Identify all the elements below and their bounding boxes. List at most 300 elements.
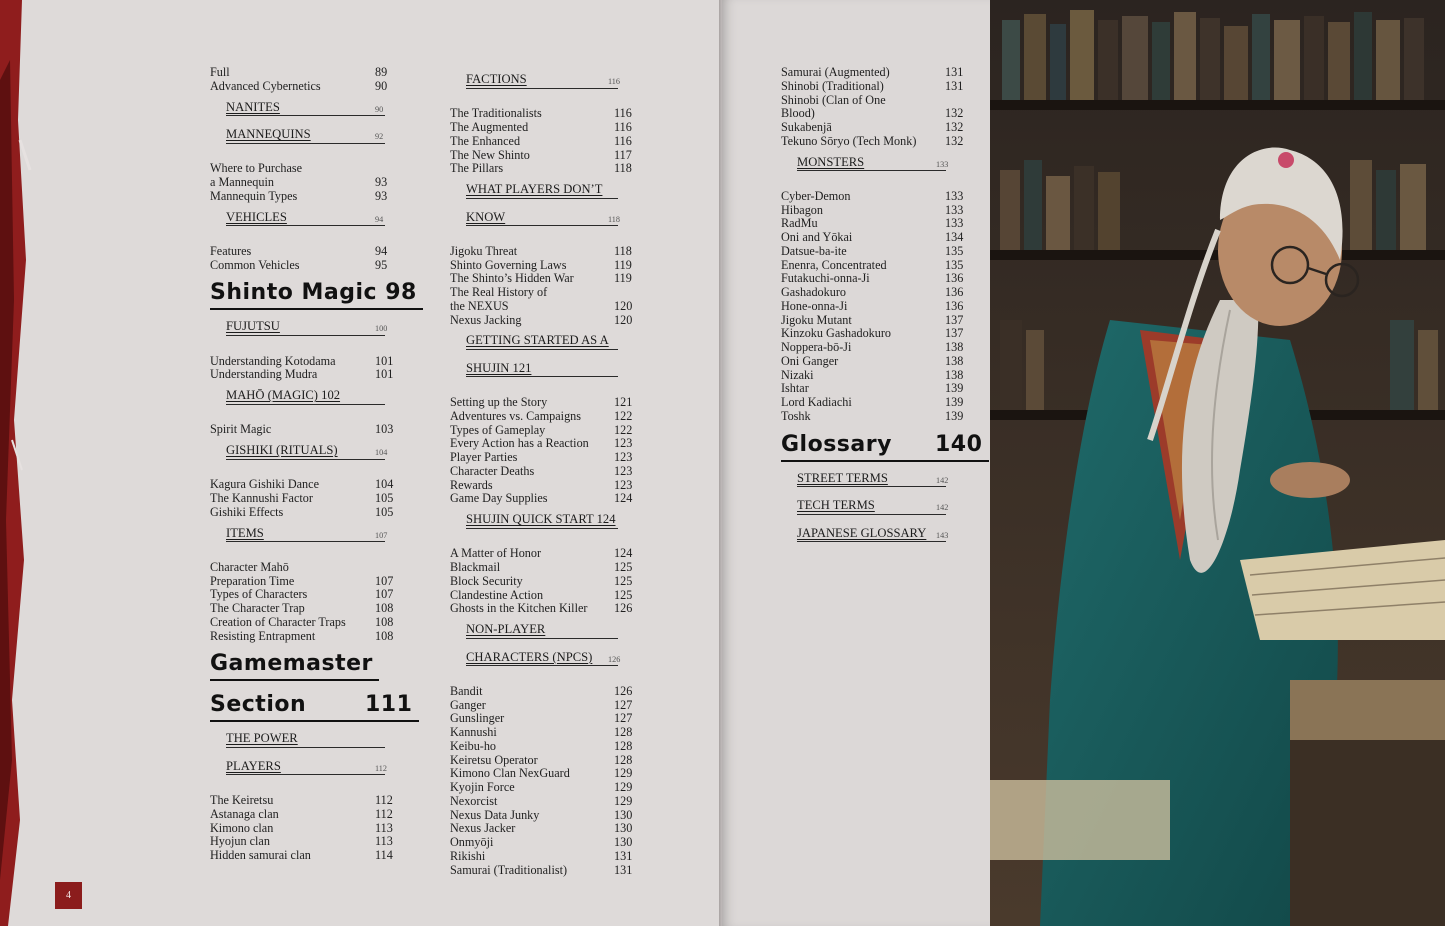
toc-entry-page: 122 xyxy=(614,408,633,423)
toc-entry xyxy=(781,272,981,286)
toc-chapter-rule xyxy=(210,720,419,722)
toc-entry xyxy=(450,809,650,823)
toc-subsection-page: 104 xyxy=(375,448,388,457)
toc-entry-title: The Enhanced xyxy=(450,133,521,148)
toc-entry-page: 101 xyxy=(375,367,394,382)
toc-entry xyxy=(781,204,981,218)
toc-entry xyxy=(450,575,650,589)
toc-entry xyxy=(210,259,410,273)
toc-entry-page: 125 xyxy=(614,587,633,602)
toc-entry xyxy=(450,410,650,424)
toc-subsection-title: STREET TERMS xyxy=(797,470,888,485)
toc-entry-title: Hibagon xyxy=(781,202,823,217)
toc-entry-page: 128 xyxy=(614,725,633,739)
toc-entry-page: 125 xyxy=(614,560,633,574)
toc-entry-page: 116 xyxy=(614,106,632,121)
toc-chapter-heading xyxy=(210,684,413,725)
toc-entry-title: Mannequin Types xyxy=(210,188,298,203)
toc-entry-page: 135 xyxy=(945,257,964,272)
toc-entry xyxy=(210,492,410,506)
toc-entry-title: Blackmail xyxy=(450,560,501,574)
toc-entry-title: Understanding Kotodama xyxy=(210,353,336,368)
toc-entry xyxy=(450,712,650,726)
toc-entry-title: Types of Gameplay xyxy=(450,422,546,437)
toc-entry xyxy=(210,808,410,822)
toc-entry xyxy=(450,781,650,795)
toc-subsection-page: 92 xyxy=(375,132,384,141)
toc-spacer xyxy=(450,382,650,396)
toc-entry-title: Toshk xyxy=(781,408,811,423)
toc-subsection-page: 112 xyxy=(375,763,387,773)
toc-entry-page: 128 xyxy=(614,752,633,767)
toc-entry-page: 132 xyxy=(945,106,964,121)
toc-entry-page: 133 xyxy=(945,188,964,203)
toc-entry xyxy=(210,849,410,863)
toc-entry-title: Jigoku Mutant xyxy=(781,312,852,327)
illustration-old-sage-reading xyxy=(990,0,1445,926)
toc-entry-title: Nexus Jacking xyxy=(450,312,522,327)
toc-entry-page: 139 xyxy=(945,408,964,423)
toc-entry-page: 139 xyxy=(945,395,964,409)
toc-spacer xyxy=(210,410,410,424)
toc-entry xyxy=(781,327,981,341)
toc-entry-title: Hidden samurai clan xyxy=(210,848,311,862)
toc-entry-title: Setting up the Story xyxy=(450,395,548,409)
toc-entry-title: Oni and Yōkai xyxy=(781,230,853,244)
red-brush-edge xyxy=(0,0,38,926)
toc-entry-page: 105 xyxy=(375,491,394,505)
toc-entry-page: 138 xyxy=(945,353,964,368)
toc-entry xyxy=(210,245,410,259)
toc-chapter-title: Shinto Magic 98 xyxy=(210,280,417,306)
toc-subsection xyxy=(210,121,410,149)
toc-entry-title: Lord Kadiachi xyxy=(781,395,852,409)
toc-entry xyxy=(450,726,650,740)
toc-entry xyxy=(781,94,981,108)
toc-subsection xyxy=(450,66,650,94)
toc-subsection xyxy=(781,465,981,493)
toc-entry-title: Features xyxy=(210,243,252,258)
toc-entry-page: 135 xyxy=(945,243,964,258)
toc-entry-page: 125 xyxy=(614,573,633,588)
toc-entry-page: 123 xyxy=(614,450,633,464)
toc-entry-title: Block Security xyxy=(450,573,523,588)
toc-chapter-rule xyxy=(210,679,379,681)
toc-entry-title: Noppera-bō-Ji xyxy=(781,340,852,354)
toc-entry-title: Ishtar xyxy=(781,381,809,396)
toc-entry xyxy=(210,835,410,849)
toc-entry-title: Preparation Time xyxy=(210,573,295,588)
toc-spacer xyxy=(210,547,410,561)
toc-entry-title: Every Action has a Reaction xyxy=(450,436,589,451)
toc-subsection xyxy=(781,520,981,548)
toc-entry-title: Datsue-ba-ite xyxy=(781,243,847,258)
toc-entry-title: Gunslinger xyxy=(450,711,505,726)
toc-entry-title: Oni Ganger xyxy=(781,353,839,368)
toc-entry-page: 131 xyxy=(614,848,633,863)
toc-entry xyxy=(450,451,650,465)
toc-spacer xyxy=(210,341,410,355)
toc-entry xyxy=(210,162,410,176)
toc-entry-title: Hyojun clan xyxy=(210,834,270,849)
toc-entry-title: The New Shinto xyxy=(450,147,530,162)
toc-subsection xyxy=(210,204,410,232)
toc-entry-title: the NEXUS xyxy=(450,298,509,313)
toc-entry-page: 90 xyxy=(375,78,388,93)
toc-entry xyxy=(210,176,410,190)
toc-entry xyxy=(781,245,981,259)
toc-entry-page: 136 xyxy=(945,298,964,313)
toc-entry xyxy=(210,80,410,94)
toc-entry-title: Kagura Gishiki Dance xyxy=(210,477,319,492)
toc-entry-title: Bandit xyxy=(450,683,483,698)
toc-subsection-title: GETTING STARTED AS A xyxy=(466,333,609,348)
toc-entry xyxy=(781,66,981,80)
toc-entry-title: Ghosts in the Kitchen Killer xyxy=(450,601,588,616)
toc-spacer xyxy=(450,94,650,108)
toc-entry-title: Where to Purchase xyxy=(210,161,303,176)
toc-entry-title: Character Deaths xyxy=(450,463,535,478)
toc-entry-title: Full xyxy=(210,65,230,79)
toc-subsection-page: 143 xyxy=(936,530,949,540)
toc-entry-title: A Matter of Honor xyxy=(450,546,542,561)
toc-entry xyxy=(781,217,981,231)
toc-entry-page: 119 xyxy=(614,257,632,272)
toc-entry-page: 122 xyxy=(614,422,633,437)
toc-entry-page: 113 xyxy=(375,820,393,835)
toc-subsection xyxy=(450,616,650,644)
toc-subsection xyxy=(450,327,650,355)
toc-entry-title: Gishiki Effects xyxy=(210,504,284,519)
toc-entry-page: 131 xyxy=(945,78,964,93)
toc-entry-title: Adventures vs. Campaigns xyxy=(450,408,581,423)
toc-entry-page: 107 xyxy=(375,587,394,602)
toc-entry xyxy=(781,80,981,94)
toc-entry-page: 134 xyxy=(945,230,964,244)
toc-entry-page: 126 xyxy=(614,683,633,698)
toc-entry-title: The Traditionalists xyxy=(450,106,542,121)
toc-subsection-title: CHARACTERS (NPCS) xyxy=(466,649,593,664)
toc-entry xyxy=(210,478,410,492)
toc-entry-page: 116 xyxy=(614,120,632,134)
toc-entry xyxy=(450,300,650,314)
toc-entry-title: Game Day Supplies xyxy=(450,491,548,506)
toc-subsection-page: 116 xyxy=(608,77,620,86)
toc-entry xyxy=(450,107,650,121)
toc-entry-title: Nizaki xyxy=(781,367,814,382)
toc-entry xyxy=(450,162,650,176)
toc-entry xyxy=(210,602,410,616)
toc-entry-title: Samurai (Augmented) xyxy=(781,65,890,79)
toc-entry-title: The Shinto’s Hidden War xyxy=(450,271,574,286)
toc-entry-title: Kyojin Force xyxy=(450,780,515,794)
toc-subsection xyxy=(210,313,410,341)
toc-subsection-title: TECH TERMS xyxy=(797,498,875,512)
toc-spacer xyxy=(210,231,410,245)
toc-entry-page: 93 xyxy=(375,188,388,203)
toc-subsection-page: 90 xyxy=(375,104,384,114)
toc-entry-page: 108 xyxy=(375,601,394,615)
toc-entry xyxy=(781,410,981,424)
toc-entry xyxy=(450,699,650,713)
toc-entry-page: 120 xyxy=(614,312,633,327)
toc-entry xyxy=(450,245,650,259)
toc-entry-title: Astanaga clan xyxy=(210,806,279,821)
toc-entry xyxy=(210,423,410,437)
toc-entry-page: 132 xyxy=(945,120,964,134)
toc-entry-page: 139 xyxy=(945,381,964,396)
toc-entry-page: 123 xyxy=(614,436,633,451)
toc-subsection-title: VEHICLES xyxy=(226,209,287,224)
toc-entry-page: 124 xyxy=(614,491,633,506)
toc-subsection-title: NON-PLAYER xyxy=(466,622,546,636)
toc-subsection-title: MONSTERS xyxy=(797,154,865,169)
toc-chapter-heading xyxy=(210,643,410,684)
toc-entry xyxy=(450,754,650,768)
toc-entry xyxy=(781,286,981,300)
toc-entry-title: Jigoku Threat xyxy=(450,243,518,258)
toc-entry-title: Advanced Cybernetics xyxy=(210,78,321,93)
toc-entry xyxy=(450,314,650,328)
toc-entry-title: The Kannushi Factor xyxy=(210,491,313,505)
toc-entry-title: Shinobi (Clan of One xyxy=(781,92,886,107)
toc-entry-title: Player Parties xyxy=(450,450,518,464)
toc-subsection-page: 126 xyxy=(608,654,621,664)
toc-entry xyxy=(210,794,410,808)
toc-entry-title: The Character Trap xyxy=(210,601,305,615)
toc-entry-page: 123 xyxy=(614,463,633,478)
toc-subsection-title: ITEMS xyxy=(226,525,264,540)
toc-subsection-title: GISHIKI (RITUALS) xyxy=(226,443,338,457)
toc-entry-page: 130 xyxy=(614,821,633,836)
toc-entry-title: Resisting Entrapment xyxy=(210,628,316,643)
toc-entry-page: 116 xyxy=(614,133,632,148)
toc-entry-title: Keibu-ho xyxy=(450,738,497,753)
toc-entry-page: 108 xyxy=(375,628,394,643)
toc-entry xyxy=(450,822,650,836)
toc-entry xyxy=(450,465,650,479)
right-page xyxy=(722,0,990,926)
toc-entry-title: Kinzoku Gashadokuro xyxy=(781,326,892,341)
toc-entry-title: Sukabenjā xyxy=(781,120,832,134)
toc-entry-title: Gashadokuro xyxy=(781,285,846,299)
toc-subsection xyxy=(781,149,981,177)
toc-entry-title: Character Mahō xyxy=(210,559,289,574)
toc-entry xyxy=(450,396,650,410)
toc-entry-title: Kimono clan xyxy=(210,820,274,835)
toc-entry xyxy=(781,107,981,121)
toc-entry-title: Clandestine Action xyxy=(450,587,544,602)
toc-entry-page: 130 xyxy=(614,835,633,849)
toc-entry-page: 103 xyxy=(375,422,394,437)
toc-entry-page: 94 xyxy=(375,243,388,258)
toc-entry xyxy=(450,149,650,163)
toc-entry-page: 128 xyxy=(614,738,633,753)
toc-entry-page: 118 xyxy=(614,161,632,176)
toc-subsection-title: THE POWER xyxy=(226,731,298,746)
toc-entry xyxy=(781,314,981,328)
toc-entry-page: 137 xyxy=(945,312,964,327)
toc-subsection-page: 107 xyxy=(375,530,388,540)
toc-entry-title: Enenra, Concentrated xyxy=(781,257,887,272)
toc-entry xyxy=(450,272,650,286)
toc-entry-page: 129 xyxy=(614,780,633,794)
toc-entry-title: Creation of Character Traps xyxy=(210,614,346,629)
toc-entry-page: 131 xyxy=(945,65,964,79)
toc-entry-title: Onmyōji xyxy=(450,835,494,849)
toc-entry xyxy=(450,685,650,699)
toc-subsection-page: 118 xyxy=(608,214,620,224)
toc-entry-title: Spirit Magic xyxy=(210,422,272,437)
toc-entry-page: 123 xyxy=(614,477,633,492)
toc-entry xyxy=(210,588,410,602)
toc-entry-page: 138 xyxy=(945,367,964,382)
toc-entry-title: Rewards xyxy=(450,477,493,492)
toc-subsection-page: 142 xyxy=(936,475,949,485)
toc-subsection-page: 142 xyxy=(936,503,949,512)
toc-entry-title: Common Vehicles xyxy=(210,257,300,272)
toc-entry xyxy=(781,341,981,355)
left-page xyxy=(0,0,722,926)
toc-entry-page: 95 xyxy=(375,257,388,272)
toc-subsection-title: PLAYERS xyxy=(226,758,281,773)
toc-entry xyxy=(781,355,981,369)
toc-chapter-rule xyxy=(210,308,423,310)
toc-entry-page: 126 xyxy=(614,601,633,616)
toc-entry-page: 104 xyxy=(375,477,394,492)
toc-entry-title: Blood) xyxy=(781,106,815,121)
toc-entry xyxy=(450,492,650,506)
toc-subsection xyxy=(450,644,650,672)
toc-entry-title: Cyber-Demon xyxy=(781,188,851,203)
toc-spacer xyxy=(210,465,410,479)
toc-spacer xyxy=(450,671,650,685)
toc-entry-page: 137 xyxy=(945,326,964,341)
toc-subsection-title: SHUJIN QUICK START 124 xyxy=(466,512,616,526)
toc-chapter-page: 111 xyxy=(365,692,413,718)
toc-entry-page: 121 xyxy=(614,395,633,409)
toc-entry xyxy=(781,231,981,245)
toc-subsection xyxy=(210,437,410,465)
toc-subsection xyxy=(210,94,410,122)
toc-subsection xyxy=(210,753,410,781)
toc-entry-title: Hone-onna-Ji xyxy=(781,298,848,313)
toc-entry-page: 129 xyxy=(614,793,633,808)
toc-entry-page: 127 xyxy=(614,697,633,712)
toc-chapter-title: Gamemaster xyxy=(210,651,373,677)
toc-entry xyxy=(210,190,410,204)
toc-entry-title: Tekuno Sōryo (Tech Monk) xyxy=(781,133,917,148)
toc-entry-page: 136 xyxy=(945,285,964,299)
toc-entry-page: 124 xyxy=(614,546,633,561)
toc-entry xyxy=(450,589,650,603)
toc-column-middle xyxy=(450,66,650,877)
toc-entry xyxy=(210,66,410,80)
toc-spacer xyxy=(210,780,410,794)
toc-entry xyxy=(210,355,410,369)
toc-entry-title: Shinobi (Traditional) xyxy=(781,78,884,93)
toc-entry xyxy=(210,630,410,644)
toc-entry-title: The Pillars xyxy=(450,161,504,176)
toc-entry xyxy=(450,259,650,273)
toc-entry-page: 132 xyxy=(945,133,964,148)
toc-subsection-page: 133 xyxy=(936,159,949,169)
toc-subsection-title: NANITES xyxy=(226,99,280,114)
toc-entry-page: 89 xyxy=(375,65,388,79)
toc-entry-page: 93 xyxy=(375,175,388,189)
toc-subsection-title: FACTIONS xyxy=(466,72,527,86)
toc-entry-title: RadMu xyxy=(781,216,818,231)
toc-entry-page: 118 xyxy=(614,243,632,258)
toc-entry-title: The Real History of xyxy=(450,285,548,299)
toc-entry-page: 136 xyxy=(945,271,964,286)
toc-entry xyxy=(210,506,410,520)
toc-entry-title: Types of Characters xyxy=(210,587,308,602)
toc-subsection xyxy=(210,725,410,753)
toc-entry-page: 117 xyxy=(614,147,632,162)
toc-entry xyxy=(781,382,981,396)
toc-subsection xyxy=(210,520,410,548)
toc-entry-page: 138 xyxy=(945,340,964,354)
toc-entry-page: 112 xyxy=(375,806,393,821)
page-number-badge: 4 xyxy=(55,882,82,909)
toc-entry-title: Nexus Jacker xyxy=(450,821,516,836)
toc-entry xyxy=(450,850,650,864)
toc-subsection xyxy=(450,355,650,383)
toc-subsection-title: KNOW xyxy=(466,209,506,224)
toc-entry-page: 133 xyxy=(945,202,964,217)
toc-entry xyxy=(450,121,650,135)
toc-entry-page: 101 xyxy=(375,353,394,368)
toc-entry xyxy=(210,822,410,836)
toc-entry xyxy=(781,135,981,149)
toc-entry-title: Understanding Mudra xyxy=(210,367,318,382)
toc-entry xyxy=(450,836,650,850)
toc-subsection xyxy=(450,204,650,232)
toc-entry xyxy=(450,424,650,438)
toc-subsection-title: JAPANESE GLOSSARY xyxy=(797,525,927,540)
toc-entry xyxy=(450,602,650,616)
toc-entry xyxy=(450,437,650,451)
toc-chapter-heading xyxy=(781,424,981,465)
toc-entry xyxy=(450,864,650,878)
toc-subsection-title: WHAT PLAYERS DON’T xyxy=(466,182,603,196)
toc-entry-title: Rikishi xyxy=(450,848,486,863)
toc-entry xyxy=(450,795,650,809)
toc-entry-title: The Augmented xyxy=(450,120,529,134)
toc-column-right xyxy=(781,66,981,547)
toc-entry xyxy=(210,368,410,382)
toc-entry xyxy=(781,300,981,314)
toc-entry-page: 127 xyxy=(614,711,633,726)
toc-subsection-title: SHUJIN 121 xyxy=(466,360,532,375)
toc-entry-page: 107 xyxy=(375,573,394,588)
toc-entry xyxy=(450,767,650,781)
toc-entry-page: 105 xyxy=(375,504,394,519)
toc-spacer xyxy=(781,176,981,190)
toc-entry xyxy=(781,259,981,273)
toc-entry-page: 131 xyxy=(614,862,633,877)
toc-chapter-rule xyxy=(781,460,989,462)
toc-entry-title: The Keiretsu xyxy=(210,793,274,807)
toc-spacer xyxy=(450,534,650,548)
toc-entry xyxy=(450,135,650,149)
toc-entry xyxy=(450,740,650,754)
toc-chapter-title: Glossary xyxy=(781,431,892,457)
toc-subsection-title: FUJUTSU xyxy=(226,319,280,334)
toc-subsection xyxy=(450,506,650,534)
toc-chapter-heading xyxy=(210,272,417,313)
